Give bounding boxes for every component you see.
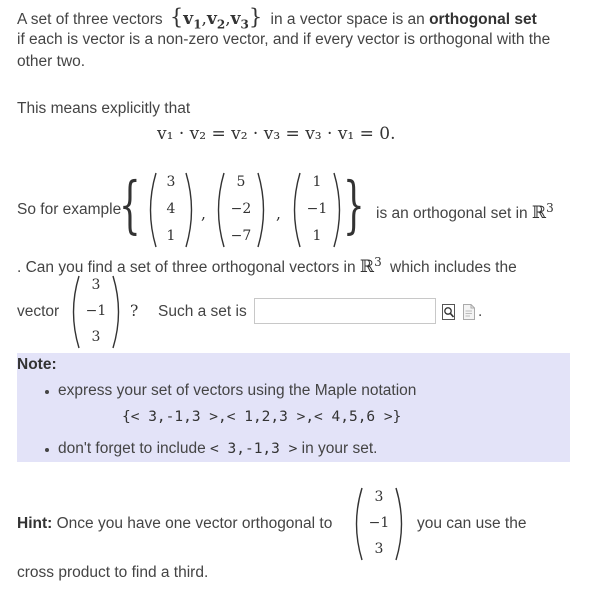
vector-label: vector	[17, 303, 60, 320]
vector-entry: 4	[166, 201, 176, 217]
vector-v2: $v_2$	[206, 9, 226, 32]
real-space-symbol: ℝ	[359, 257, 375, 278]
such-set-label: Such a set is	[158, 303, 247, 320]
real-space-symbol: ℝ	[531, 203, 547, 224]
bullet-dot	[45, 390, 49, 394]
bullet-dot	[45, 448, 49, 452]
intro-line-3: other two.	[17, 53, 86, 70]
required-vector-code: < 3,-1,3 >	[210, 441, 298, 457]
example-vector-2	[213, 170, 269, 250]
vector-v1: $v_1$	[183, 9, 202, 32]
vector-entry: 3	[374, 489, 384, 505]
explicit-text: This means explicitly that	[17, 100, 191, 117]
intro-line-1: A set of three vectors $\{v_1,v_2,v_3\}$ in a vector space is an orthogonal set	[17, 5, 537, 32]
note-bullet-2: don't forget to include < 3,-1,3 > in your set.	[58, 440, 378, 457]
help-icon[interactable]	[462, 303, 476, 321]
vector-entry: 3	[91, 277, 101, 293]
example-prefix: So for example	[17, 201, 122, 218]
given-vector	[68, 274, 124, 350]
orthogonal-set-term: orthogonal set	[429, 11, 537, 28]
vector-v3: $v_3$	[230, 9, 249, 32]
example-suffix: is an orthogonal set in ℝ$^3$	[376, 201, 554, 224]
example-close-brace: }	[343, 168, 365, 241]
vector-entry: −1	[306, 201, 328, 217]
hint-line-1: Hint: Once you have one vector orthogonal to	[17, 515, 333, 532]
example-comma-2: ,	[276, 205, 281, 223]
question-line: . Can you find a set of three orthogonal vectors in ℝ$^3$ which includes the	[17, 255, 517, 278]
set-close-brace: }	[248, 5, 263, 29]
vector-entry: 1	[312, 228, 322, 244]
set-open-brace: {	[169, 5, 184, 29]
example-vector-1	[144, 170, 198, 250]
example-vector-3	[289, 170, 345, 250]
note-bullet-1: express your set of vectors using the Maple notation	[58, 382, 417, 399]
vector-entry: 1	[312, 174, 322, 190]
question-mark: ?	[130, 302, 139, 320]
example-open-brace: {	[119, 168, 141, 241]
vector-entry: 5	[236, 174, 246, 190]
vector-entry: 3	[91, 329, 101, 345]
vector-entry: 3	[166, 174, 176, 190]
hint-label: Hint:	[17, 515, 53, 532]
vector-entry: −7	[230, 228, 252, 244]
example-comma-1: ,	[201, 205, 206, 223]
vector-entry: −1	[85, 303, 107, 319]
question-period: .	[478, 303, 483, 320]
preview-icon[interactable]	[441, 303, 457, 321]
vector-entry: 3	[374, 541, 384, 557]
vector-entry: 1	[166, 228, 176, 244]
hint-vector	[351, 486, 407, 562]
vector-entry: −2	[230, 201, 252, 217]
answer-input[interactable]	[254, 298, 436, 324]
vector-entry: −1	[368, 515, 390, 531]
intro-text-1: A set of three vectors	[17, 11, 163, 28]
intro-text-2: in a vector space is an	[270, 11, 425, 28]
note-title: Note:	[17, 356, 57, 373]
maple-example: {< 3,-1,3 >,< 1,2,3 >,< 4,5,6 >}	[122, 409, 402, 425]
hint-text-2: you can use the	[417, 515, 527, 532]
orthogonality-equation: v₁ · v₂ = v₂ · v₃ = v₃ · v₁ = 0.	[157, 124, 396, 144]
intro-line-2: if each is vector is a non-zero vector, and if every vector is orthogonal with the	[17, 31, 551, 48]
hint-line-2: cross product to find a third.	[17, 564, 209, 581]
